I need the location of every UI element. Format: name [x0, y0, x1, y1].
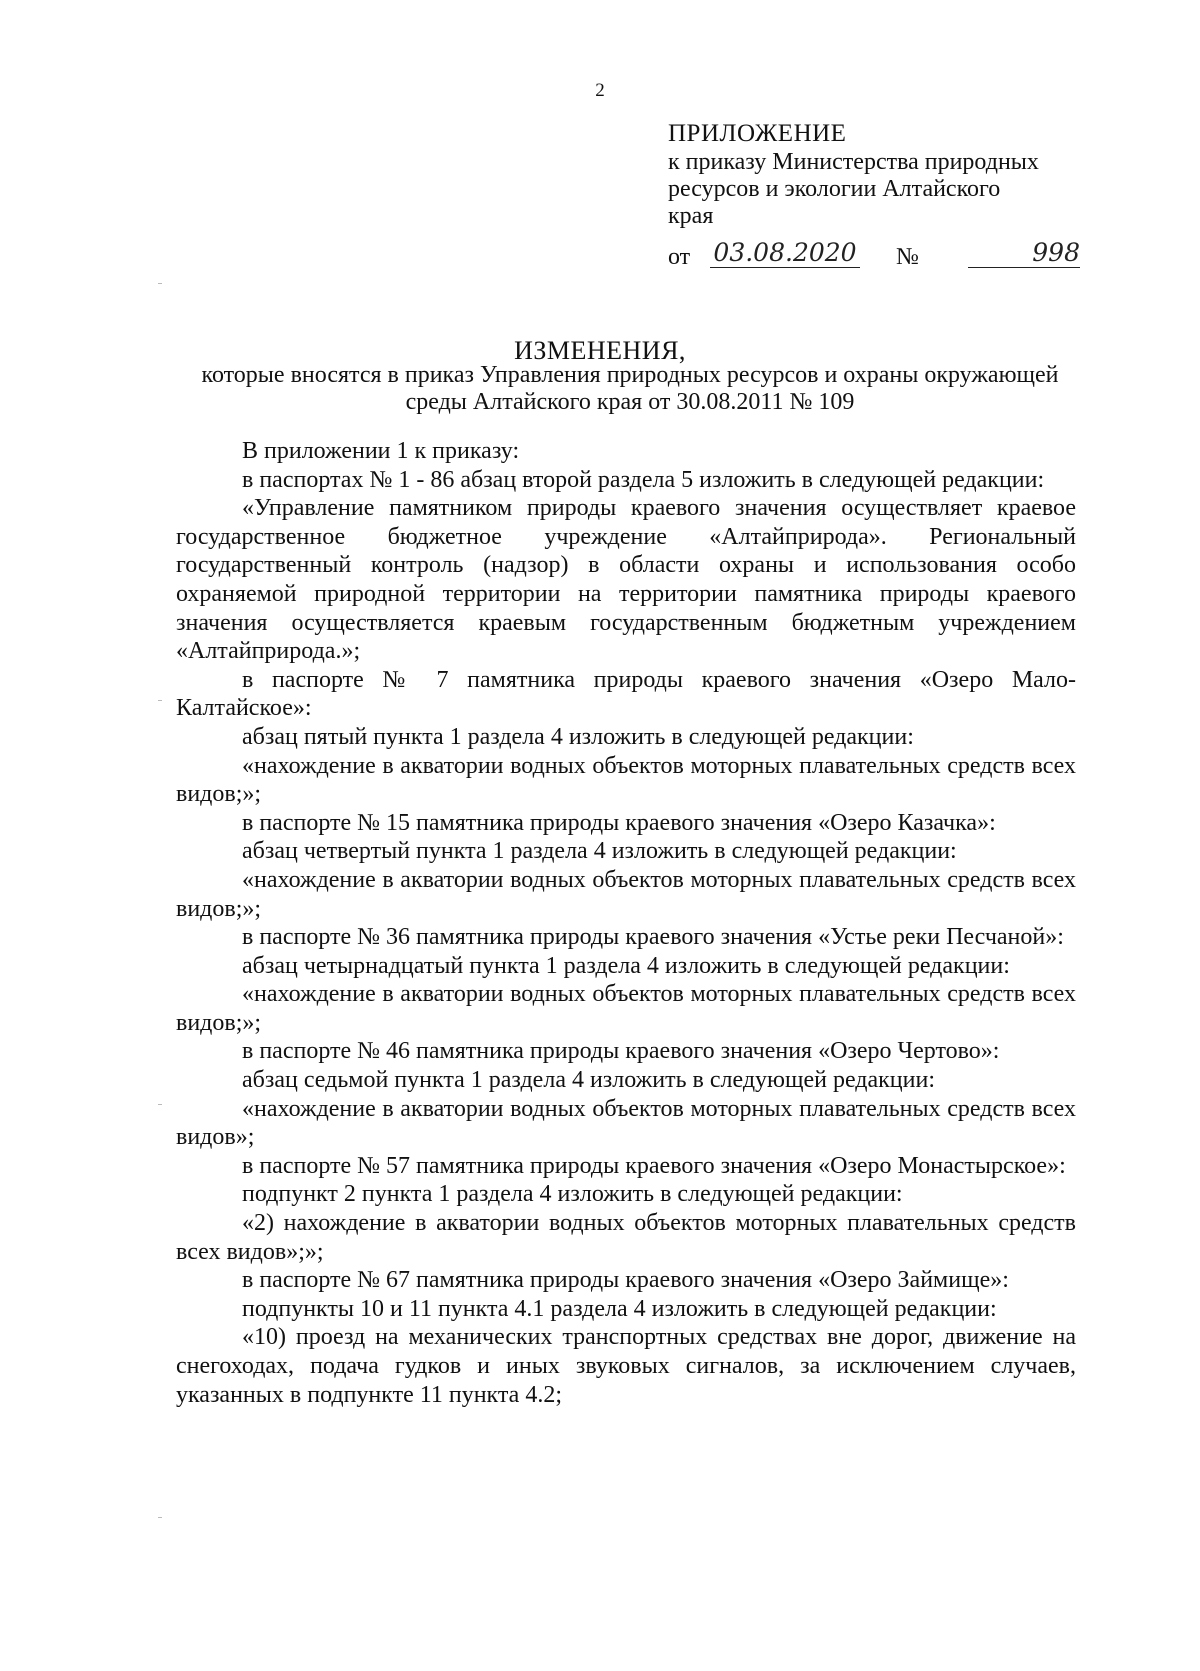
order-date-number	[668, 238, 1088, 276]
paragraph: «10) проезд на механических транспортных средствах вне дорог, движение на снегоходах, подача гудков и иных звуковых сигналов, за исключением случаев, указанных в подпункте 11 пункта 4.2;	[176, 1324, 1076, 1408]
paragraph: абзац четырнадцатый пункта 1 раздела 4 изложить в следующей редакции:	[242, 952, 1010, 979]
paragraph: абзац седьмой пункта 1 раздела 4 изложить в следующей редакции:	[242, 1067, 935, 1094]
paragraph: «нахождение в акватории водных объектов моторных плавательных средств всех видов;»;	[176, 752, 1076, 808]
page-number: 2	[595, 80, 605, 101]
appendix-line-1: к приказу Министерства природных	[668, 149, 1039, 175]
paragraph: в паспорте № 7 памятника природы краевого значения «Озеро Мало-Калтайское»:	[176, 666, 1076, 722]
paragraph: в паспорте № 15 памятника природы краевого значения «Озеро Казачка»:	[242, 809, 996, 836]
paragraph: «нахождение в акватории водных объектов моторных плавательных средств всех видов»;	[176, 1095, 1076, 1151]
scan-mark	[158, 1104, 162, 1105]
paragraph: «нахождение в акватории водных объектов моторных плавательных средств всех видов;»;	[176, 981, 1076, 1036]
appendix-header	[668, 120, 1098, 230]
paragraph: «2) нахождение в акватории водных объектов моторных плавательных средств всех видов»;»;	[176, 1210, 1076, 1265]
appendix-line-3: края	[668, 203, 714, 229]
order-number-handwritten: 998	[968, 238, 1080, 268]
paragraph: подпункт 2 пункта 1 раздела 4 изложить в следующей редакции:	[242, 1181, 903, 1208]
paragraph: в паспорте № 36 памятника природы краевого значения «Устье реки Песчаной»:	[242, 924, 1064, 951]
scan-mark	[158, 1517, 162, 1518]
appendix-line-2: ресурсов и экологии Алтайского	[668, 176, 1001, 202]
document-body	[176, 437, 1076, 1409]
paragraph: абзац четвертый пункта 1 раздела 4 изложить в следующей редакции:	[242, 838, 957, 865]
paragraph: в паспорте № 67 памятника природы краевого значения «Озеро Займище»:	[242, 1267, 1009, 1294]
order-date-handwritten: 03.08.2020	[710, 238, 860, 268]
document-subheading: которые вносятся в приказ Управления природных ресурсов и охраны окружающей среды Алтайского края от 30.08.2011 № 109	[201, 362, 1059, 415]
paragraph: абзац пятый пункта 1 раздела 4 изложить в следующей редакции:	[242, 723, 914, 750]
paragraph: «Управление памятником природы краевого значения осуществляет краевое государственное бюджетное учреждение «Алтайприрода». Региональный государственный контроль (надзор) в области охраны и использования особо охраняемой природной территории на территории памятника природы краевого значения осуществляется краевым государственным бюджетным учреждением «Алтайприрода.»;	[176, 495, 1076, 665]
paragraph: в паспорте № 46 памятника природы краевого значения «Озеро Чертово»:	[242, 1038, 1000, 1065]
appendix-title: ПРИЛОЖЕНИЕ	[668, 120, 847, 147]
from-label: от	[668, 244, 691, 270]
paragraph: подпункты 10 и 11 пункта 4.1 раздела 4 изложить в следующей редакции:	[242, 1295, 997, 1322]
paragraph: в паспортах № 1 - 86 абзац второй раздела 5 изложить в следующей редакции:	[242, 466, 1045, 493]
paragraph: в паспорте № 57 памятника природы краевого значения «Озеро Монастырское»:	[242, 1152, 1066, 1179]
scan-mark	[158, 283, 162, 284]
number-label: №	[896, 244, 919, 270]
paragraph: В приложении 1 к приказу:	[242, 438, 520, 464]
paragraph: «нахождение в акватории водных объектов моторных плавательных средств всех видов;»;	[176, 866, 1076, 922]
scan-mark	[158, 700, 162, 701]
document-heading: ИЗМЕНЕНИЯ,	[514, 336, 686, 365]
